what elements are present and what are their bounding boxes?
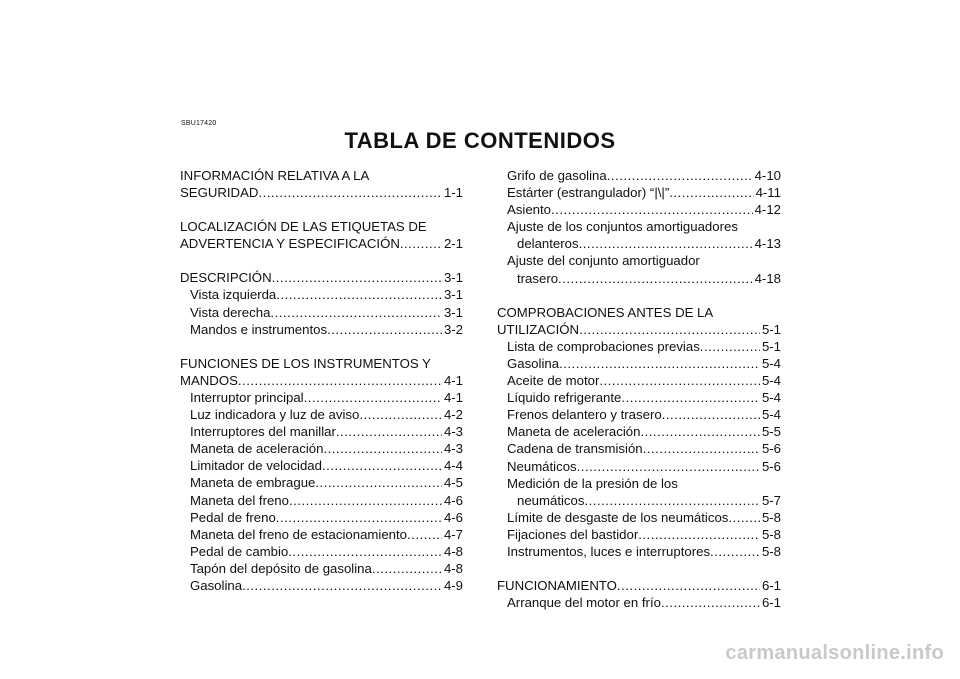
leader-dots [728,509,760,526]
page-number: 4-1 [443,372,463,388]
toc-right-column [497,167,781,611]
toc-entry[interactable]: Limitador de velocidad ..... 4-4 [180,457,463,474]
toc-entry[interactable]: Fijaciones del bastidor ..... 5-8 [497,526,781,543]
page-number: 2-1 [443,236,463,252]
leader-dots [661,594,760,611]
toc-section-label: FUNCIONAMIENTO [497,578,617,594]
watermark: carmanualsonline.info [725,642,944,664]
toc-entry[interactable]: Líquido refrigerante ..... 5-4 [497,389,781,406]
leader-dots [322,457,442,474]
leader-dots [288,543,442,560]
leader-dots [579,235,753,252]
toc-entry[interactable]: Maneta de aceleración ..... 4-3 [180,440,463,457]
toc-left-column [180,167,463,594]
toc-entry[interactable]: Interruptor principal ..... 4-1 [180,389,463,406]
toc-entry[interactable]: Maneta de embrague ..... 4-5 [180,474,463,491]
toc-section-label: SEGURIDAD [180,185,259,201]
toc-entry[interactable]: Lista de comprobaciones previas ..... 5-1 [497,338,781,355]
toc-entry[interactable]: Arranque del motor en frío ..... 6-1 [497,594,781,611]
toc-entry[interactable]: Asiento ..... 4-12 [497,201,781,218]
leader-dots [336,423,442,440]
toc-entry[interactable]: Estárter (estrangulador) “|\|” ..... 4-11 [497,184,781,201]
toc-entry[interactable]: Pedal de cambio ..... 4-8 [180,543,463,560]
leader-dots [577,458,760,475]
toc-section-controls[interactable] [180,355,463,389]
page-number: 5-1 [761,321,781,337]
toc-entry[interactable]: Vista derecha ..... 3-1 [180,304,463,321]
leader-dots [304,389,442,406]
toc-entry[interactable]: Pedal de freno ..... 4-6 [180,509,463,526]
leader-dots [640,423,760,440]
toc-section-label: COMPROBACIONES ANTES DE LA [497,304,714,320]
leader-dots [289,492,442,509]
page-number: 6-1 [761,578,781,594]
leader-dots [238,372,442,389]
leader-dots [372,560,442,577]
leader-dots [258,184,442,201]
toc-section-label: INFORMACIÓN RELATIVA A LA [180,168,370,183]
toc-section-label: DESCRIPCIÓN [180,270,272,286]
toc-entry[interactable]: Grifo de gasolina ..... 4-10 [497,167,781,184]
toc-entry[interactable]: Tapón del depósito de gasolina ..... 4-8 [180,560,463,577]
leader-dots [327,321,442,338]
leader-dots [551,201,753,218]
toc-entry[interactable]: Límite de desgaste de los neumáticos ..... 5-8 [497,509,781,526]
toc-entry[interactable]: Neumáticos ..... 5-6 [497,458,781,475]
toc-entry[interactable]: Aceite de motor ..... 5-4 [497,372,781,389]
toc-entry[interactable]: Frenos delantero y trasero ..... 5-4 [497,406,781,423]
leader-dots [315,474,442,491]
leader-dots [599,372,760,389]
toc-section-labels[interactable] [180,218,463,252]
toc-section-label: MANDOS [180,372,238,388]
leader-dots [242,577,442,594]
leader-dots [407,526,442,543]
leader-dots [669,184,753,201]
leader-dots [559,355,760,372]
leader-dots [270,304,442,321]
leader-dots [579,321,760,338]
page-title: TABLA DE CONTENIDOS [344,128,616,153]
leader-dots [710,543,760,560]
leader-dots [607,167,753,184]
toc-entry[interactable]: Luz indicadora y luz de aviso ..... 4-2 [180,406,463,423]
leader-dots [662,406,760,423]
leader-dots [276,286,442,303]
toc-section-description[interactable] [180,269,463,286]
leader-dots [272,269,442,286]
leader-dots [359,406,442,423]
toc-entry[interactable]: Maneta de aceleración ..... 5-5 [497,423,781,440]
toc-entry[interactable]: Vista izquierda ..... 3-1 [180,286,463,303]
leader-dots [558,270,753,287]
leader-dots [621,389,760,406]
toc-section-label: UTILIZACIÓN [497,321,580,337]
toc-entry-front-shocks[interactable]: Ajuste de los conjuntos amortiguadores delanteros ..... 4-13 [497,218,781,252]
document-code: SBU17420 [181,120,217,127]
leader-dots [323,440,442,457]
leader-dots [584,492,759,509]
leader-dots [643,440,760,457]
page-number: 3-1 [443,270,463,286]
leader-dots [700,338,760,355]
toc-entry-tire-pressure[interactable]: Medición de la presión de los neumáticos ..... 5-7 [497,475,781,509]
toc-section-label: LOCALIZACIÓN DE LAS ETIQUETAS DE [180,219,427,235]
toc-entry[interactable]: Maneta del freno ..... 4-6 [180,492,463,509]
toc-section-safety[interactable] [180,167,463,201]
leader-dots [638,526,760,543]
toc-entry[interactable]: Mandos e instrumentos ..... 3-2 [180,321,463,338]
toc-section-checks[interactable] [497,304,781,338]
toc-entry[interactable]: Gasolina ..... 5-4 [497,355,781,372]
toc-entry[interactable]: Gasolina ..... 4-9 [180,577,463,594]
leader-dots [400,235,442,252]
page-number: 1-1 [443,185,463,201]
toc-entry[interactable]: Interruptores del manillar ..... 4-3 [180,423,463,440]
toc-entry-rear-shock[interactable]: Ajuste del conjunto amortiguador trasero ..... 4-18 [497,252,781,286]
toc-section-operation[interactable] [497,577,781,594]
toc-section-label: FUNCIONES DE LOS INSTRUMENTOS Y [180,355,431,371]
leader-dots [617,577,760,594]
toc-section-label: ADVERTENCIA Y ESPECIFICACIÓN [180,236,400,252]
leader-dots [276,509,442,526]
toc-entry[interactable]: Instrumentos, luces e interruptores ..... 5-8 [497,543,781,560]
toc-entry[interactable]: Maneta del freno de estacionamiento ..... 4-7 [180,526,463,543]
toc-entry[interactable]: Cadena de transmisión ..... 5-6 [497,440,781,457]
